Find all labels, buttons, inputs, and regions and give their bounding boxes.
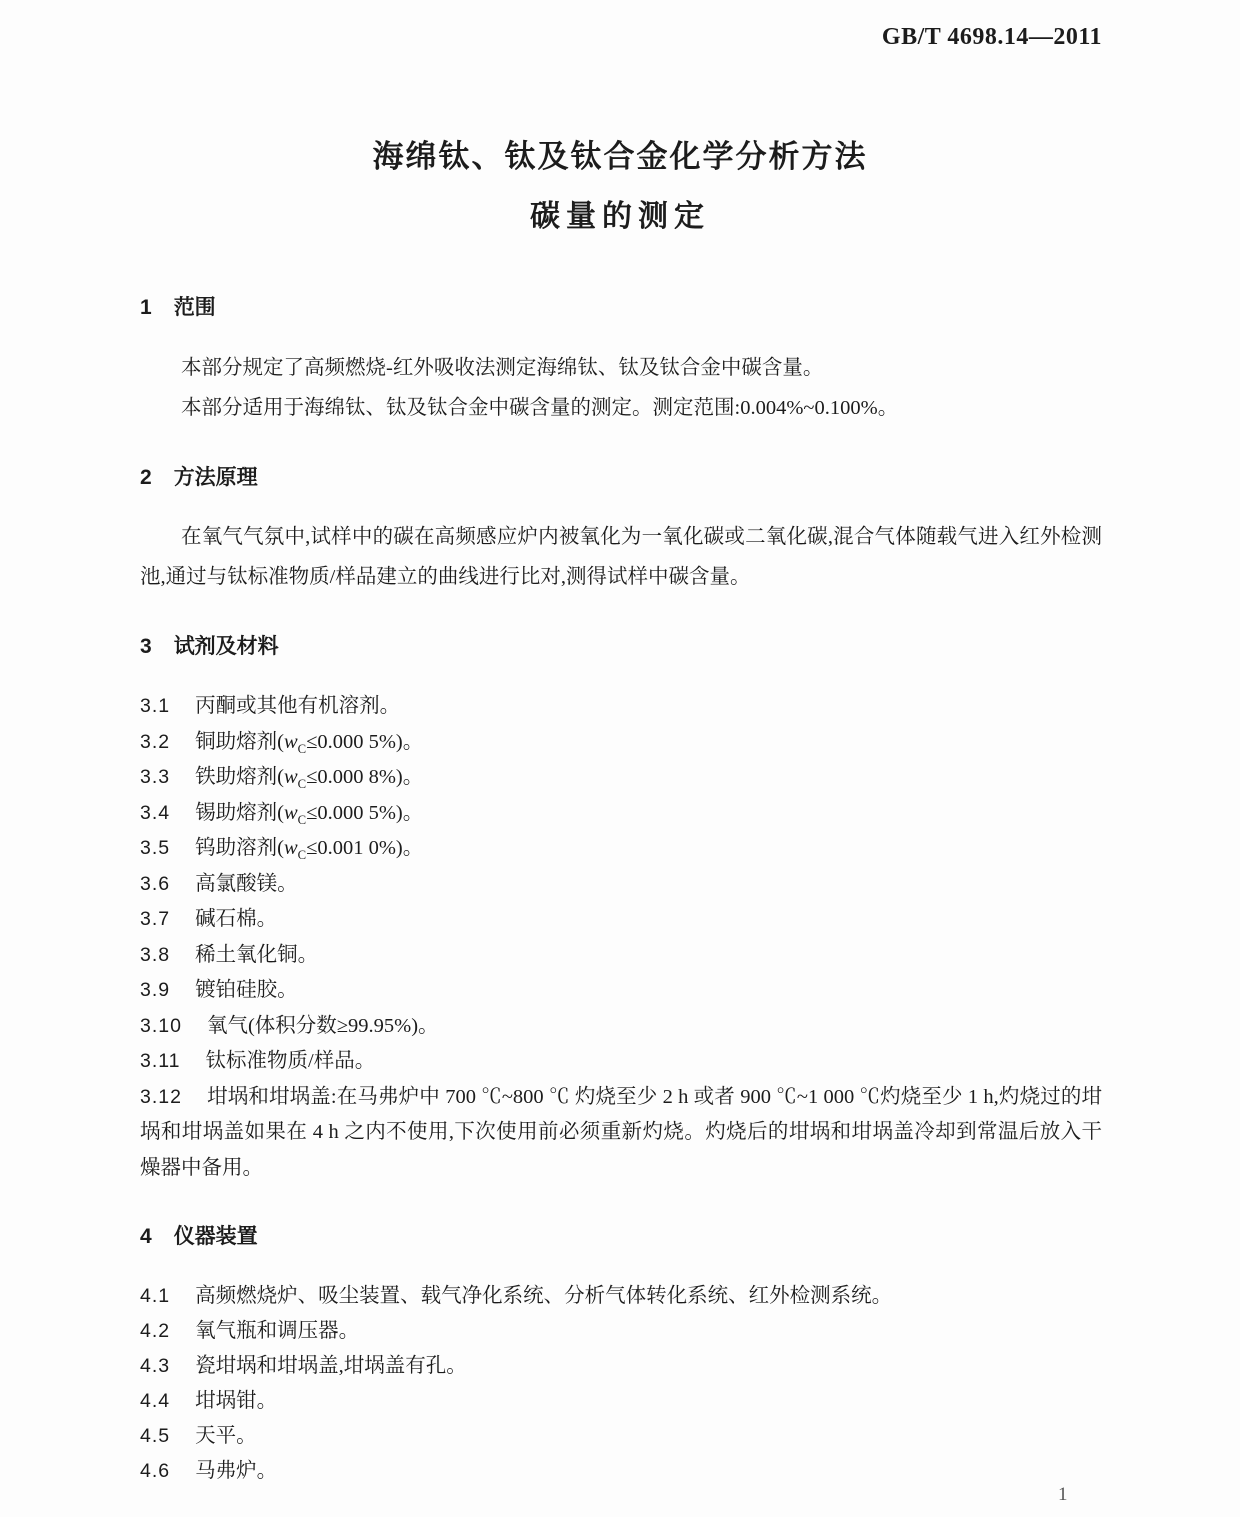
section-number: 3: [140, 635, 152, 658]
clause-text: 高氯酸镁。: [195, 872, 298, 895]
clause-text: 坩埚和坩埚盖:在马弗炉中 700 ℃~800 ℃ 灼烧至少 2 h 或者 900 ℃~1 000 ℃灼烧至少 1 h,灼烧过的坩埚和坩埚盖如果在 4 h 之内不使用,下次使用前必须重新灼烧。灼烧后的坩埚和坩埚盖冷却到常温后放入干燥器中备用。: [140, 1085, 1102, 1179]
clause-number: 3.10: [140, 1014, 182, 1037]
clause-text: 瓷坩埚和坩埚盖,坩埚盖有孔。: [195, 1355, 467, 1377]
clause-number: 4.6: [140, 1460, 171, 1482]
clause-number: 4.5: [140, 1425, 171, 1447]
clause-number: 4.4: [140, 1390, 171, 1412]
clause-number: 3.6: [140, 872, 171, 895]
section-title: 方法原理: [173, 466, 258, 489]
clause-text: 碱石棉。: [195, 908, 278, 930]
clause-number: 3.12: [140, 1085, 182, 1108]
clause-3-7: [140, 902, 1102, 938]
clause-text: 铜助熔剂($w_C\le 0.000$ 5%)。: [195, 730, 424, 756]
section-title: 试剂及材料: [173, 635, 279, 658]
paragraph: 本部分规定了高频燃烧-红外吸收法测定海绵钛、钛及钛合金中碳含量。: [181, 357, 824, 379]
clause-3-8: [140, 938, 1102, 974]
paragraph: 在氧气气氛中,试样中的碳在高频感应炉内被氧化为一氧化碳或二氧化碳,混合气体随载气进入红外检测池,通过与钛标准物质/样品建立的曲线进行比对,测得试样中碳含量。: [140, 526, 1102, 588]
title-line-1: 海绵钛、钛及钛合金化学分析方法: [372, 139, 868, 174]
clause-4-6: [140, 1454, 1102, 1489]
clause-number: 3.2: [140, 730, 171, 753]
clause-3-12: [140, 1080, 1102, 1187]
clause-text: 天平。: [195, 1425, 257, 1447]
clause-text: 钛标准物质/样品。: [205, 1050, 376, 1072]
section-1-heading: [140, 291, 216, 321]
clause-number: 3.7: [140, 908, 171, 930]
section-2-paragraphs: [140, 517, 1102, 597]
paragraph: 本部分适用于海绵钛、钛及钛合金中碳含量的测定。测定范围:0.004%~0.100%。: [181, 397, 899, 419]
page-number: 1: [1058, 1484, 1068, 1505]
clause-3-9: [140, 973, 1102, 1009]
clause-3-6: [140, 867, 1102, 903]
clause-text: 氧气瓶和调压器。: [195, 1320, 360, 1342]
section-number: 1: [140, 296, 152, 319]
clause-text: 锡助熔剂($w_C\le 0.000$ 5%)。: [195, 801, 424, 827]
title-line-2: 碳量的测定: [530, 200, 710, 233]
clause-3-5: [140, 831, 1102, 867]
clause-text: 马弗炉。: [195, 1460, 278, 1482]
document-title: [0, 131, 1240, 235]
section-title: 仪器装置: [173, 1225, 258, 1248]
clause-number: 4.1: [140, 1285, 171, 1307]
section-3-heading: [140, 630, 279, 660]
clause-number: 3.3: [140, 766, 171, 788]
clause-text: 镀铂硅胶。: [195, 979, 298, 1001]
clause-4-2: [140, 1314, 1102, 1349]
section-number: 2: [140, 466, 152, 489]
clause-4-3: [140, 1349, 1102, 1384]
standard-code: GB/T 4698.14—2011: [881, 24, 1102, 50]
clause-number: 3.1: [140, 695, 171, 717]
clause-number: 4.2: [140, 1320, 171, 1342]
clause-3-10: [140, 1009, 1102, 1045]
clause-3-4: [140, 796, 1102, 832]
clause-text: 坩埚钳。: [195, 1390, 278, 1412]
clause-text: 氧气(体积分数≥99.95%)。: [206, 1014, 439, 1037]
section-3-clauses: [140, 689, 1102, 1186]
clause-4-5: [140, 1419, 1102, 1454]
section-1-paragraphs: [140, 348, 1102, 428]
clause-4-1: [140, 1279, 1102, 1314]
clause-text: 稀土氧化铜。: [195, 943, 319, 966]
clause-3-1: [140, 689, 1102, 725]
clause-3-2: [140, 725, 1102, 761]
clause-number: 3.11: [140, 1050, 181, 1072]
clause-3-3: [140, 760, 1102, 796]
clause-3-11: [140, 1044, 1102, 1080]
section-2-heading: [140, 461, 258, 491]
section-title: 范围: [173, 296, 216, 319]
section-4-clauses: [140, 1279, 1102, 1489]
section-4-heading: [140, 1220, 258, 1250]
clause-number: 3.8: [140, 943, 171, 966]
clause-text: 铁助熔剂($w_C\le 0.000$ 8%)。: [195, 766, 424, 792]
clause-text: 丙酮或其他有机溶剂。: [195, 695, 401, 717]
clause-number: 3.9: [140, 979, 171, 1001]
section-number: 4: [140, 1225, 152, 1248]
clause-text: 高频燃烧炉、吸尘装置、载气净化系统、分析气体转化系统、红外检测系统。: [195, 1285, 893, 1307]
clause-number: 3.4: [140, 801, 171, 824]
clause-number: 3.5: [140, 837, 171, 859]
clause-4-4: [140, 1384, 1102, 1419]
clause-number: 4.3: [140, 1355, 171, 1377]
clause-text: 钨助溶剂($w_C\le 0.001$ 0%)。: [195, 837, 424, 863]
